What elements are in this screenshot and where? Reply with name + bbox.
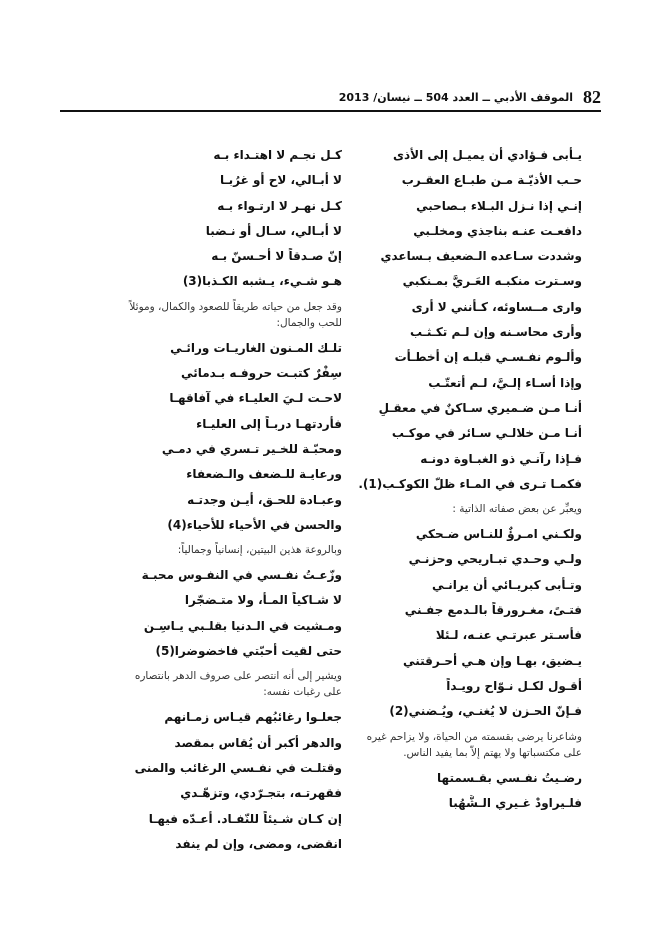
verse-line: ولـي وحـدي تبـاريحي وحزنـي bbox=[408, 552, 582, 567]
verse-line: هـو شـيء، يـشبه الكـذبا(3) bbox=[182, 274, 342, 289]
verse-line: فتـىً، مغـرورقاً بالـدمع جفـني bbox=[404, 603, 582, 618]
verse-line: والحسن في الأحياء للأحياء(4) bbox=[167, 517, 342, 532]
verse-line: وارى مــساوئه، كـأنني لا أرى bbox=[411, 299, 582, 314]
page-number: 82 bbox=[583, 86, 601, 107]
verse-line: والدهر أكبر أن يُقاس بمقصد bbox=[174, 735, 342, 750]
verse-line: وقتلـت في نفـسي الرغائب والمنى bbox=[134, 760, 342, 775]
verse-line: يـضيق، بهـا وإن هـي أحـرقتني bbox=[403, 653, 582, 668]
verse-line: لا أبـالي، لاح أو غرُبـا bbox=[219, 173, 342, 188]
verse-line: فـإذا رآنـي ذو الغبـاوة دونـه bbox=[420, 451, 582, 466]
verse-line: جعلـوا رغائبُهم قيـاس زمـانهم bbox=[164, 710, 342, 725]
verse-line: أنـا مـن خلالـي سـائر في موكـب bbox=[391, 426, 582, 441]
verse-line: وسـترت منكبـه العَـريَّ بمـنكبي bbox=[402, 274, 582, 289]
verse-line: حـب الأذيّـة مـن طبـاع العقـرب bbox=[401, 173, 582, 188]
verse-line: دافعـت عنـه بناجذي ومخلـبي bbox=[413, 223, 582, 238]
verse-line: ولكـني امـرؤٌ للنـاس ضـحكي bbox=[415, 527, 582, 542]
verse-line: فلـيراودْ غـيري الـشُّهُبا bbox=[448, 795, 582, 810]
verse-line: إن كـان شـيئاً للنّفـاد. أعـدّه فيهـا bbox=[148, 811, 342, 826]
page-header bbox=[338, 84, 601, 110]
right-column bbox=[350, 147, 582, 820]
verse-line: لا شـاكياً المـأ، ولا متـضجّرا bbox=[184, 593, 342, 608]
verse-line: كـل نجـم لا اهتـداء بـه bbox=[213, 148, 342, 162]
verse-line: ومـشيت في الـدنيا بقلـبي يـاسِـن bbox=[143, 618, 342, 633]
verse-line: وأرى محاسـنه وإن لـم تكـثـب bbox=[410, 325, 582, 340]
verse-line: لاحـت لـيَ العليـاء في آفاقهـا bbox=[169, 391, 342, 406]
verse-line: انقضى، ومضى، وإن لم ينفد bbox=[175, 836, 342, 851]
verse-line: وإذا أسـاء إلـيَّ، لـم أتعتّـب bbox=[428, 375, 582, 390]
verse-line: إنّ صـدقاً لا أحـسنّ بـه bbox=[211, 249, 342, 264]
verse-line: فأسـتر عبرتـي عنـه، لـئلا bbox=[435, 628, 582, 643]
verse-line: يـأبى فـؤادي أن يميـل إلى الأذى bbox=[393, 148, 582, 162]
verse-line: ومحبّـة للخـير تـسري في دمـي bbox=[161, 441, 342, 456]
verse-line: فقهرتـه، بتجـرّدي، وتزهّـدي bbox=[180, 786, 342, 801]
prose-paragraph: ويعبِّر عن بعض صفاته الذاتية : bbox=[452, 503, 582, 516]
verse-line: أنـا مـن ضـميري سـاكنٌ في معقـلٍ bbox=[378, 400, 582, 415]
header-rule bbox=[60, 110, 601, 112]
prose-paragraph: وقد جعل من حياته طريقاً للصعود والكمال، وموئلاً للحب والجمال: bbox=[129, 300, 342, 329]
verse-line: وزّعـتُ نفـسي في النفـوس محبـة bbox=[141, 568, 342, 583]
prose-paragraph: ويشير إلى أنه انتصر على صروف الدهر بانتصاره على رغبات نفسه: bbox=[134, 670, 342, 699]
verse-line: رضـيتُ نفـسي بقـسمتها bbox=[437, 770, 582, 785]
prose-paragraph: وشاعرنا يرضى بقسمته من الحياة، ولا يزاحم غيره على مكتسباتها ولا يهتم إلاّ بما يفيد الناس. bbox=[366, 730, 582, 759]
verse-line: فـإنّ الحـزن لا يُغنـي، ويُـضني(2) bbox=[389, 704, 582, 719]
verse-line: لا أبـالي، سـال أو نـضبا bbox=[205, 223, 342, 238]
verse-line: فأردتهـا دربـاً إلى العليـاء bbox=[196, 416, 342, 431]
verse-line: حتى لقيت أحبّتي فاخضوضرا(5) bbox=[155, 644, 342, 659]
verse-line: سِفْرٌ كتبـت حروفـه بـدمائي bbox=[181, 366, 342, 381]
verse-line: وتـأبى كبريـائي أن يرانـي bbox=[431, 577, 582, 592]
verse-line: وعبـادة للحـق، أيـن وجدتـه bbox=[187, 492, 342, 507]
running-title: الموقف الأدبي ــ العدد 504 ــ نيسان/ 2013 bbox=[338, 90, 573, 104]
verse-line: ورعايـة للـضعف والـضعفاء bbox=[186, 467, 342, 482]
verse-line: وشددت سـاعده الـضعيف بـساعدي bbox=[380, 249, 582, 264]
verse-line: إنـي إذا نـزل البـلاء بـصاحبي bbox=[416, 198, 582, 213]
verse-line: وألـوم نفـسـي قبلـه إن أخطـأت bbox=[394, 350, 582, 365]
left-column bbox=[120, 147, 342, 861]
verse-line: تلـك المـنون الغاريـات ورائـي bbox=[170, 340, 342, 355]
verse-line: أقـول لكـل نـوّاح رويـداً bbox=[446, 678, 582, 693]
prose-paragraph: وبالروعة هذين البيتين، إنسانياً وجمالياً: bbox=[177, 544, 342, 557]
verse-line: كـل نهـر لا ارتـواء بـه bbox=[217, 198, 342, 213]
verse-line: فكمـا تـرى في المـاء ظلّ الكوكـب(1). bbox=[358, 476, 582, 491]
